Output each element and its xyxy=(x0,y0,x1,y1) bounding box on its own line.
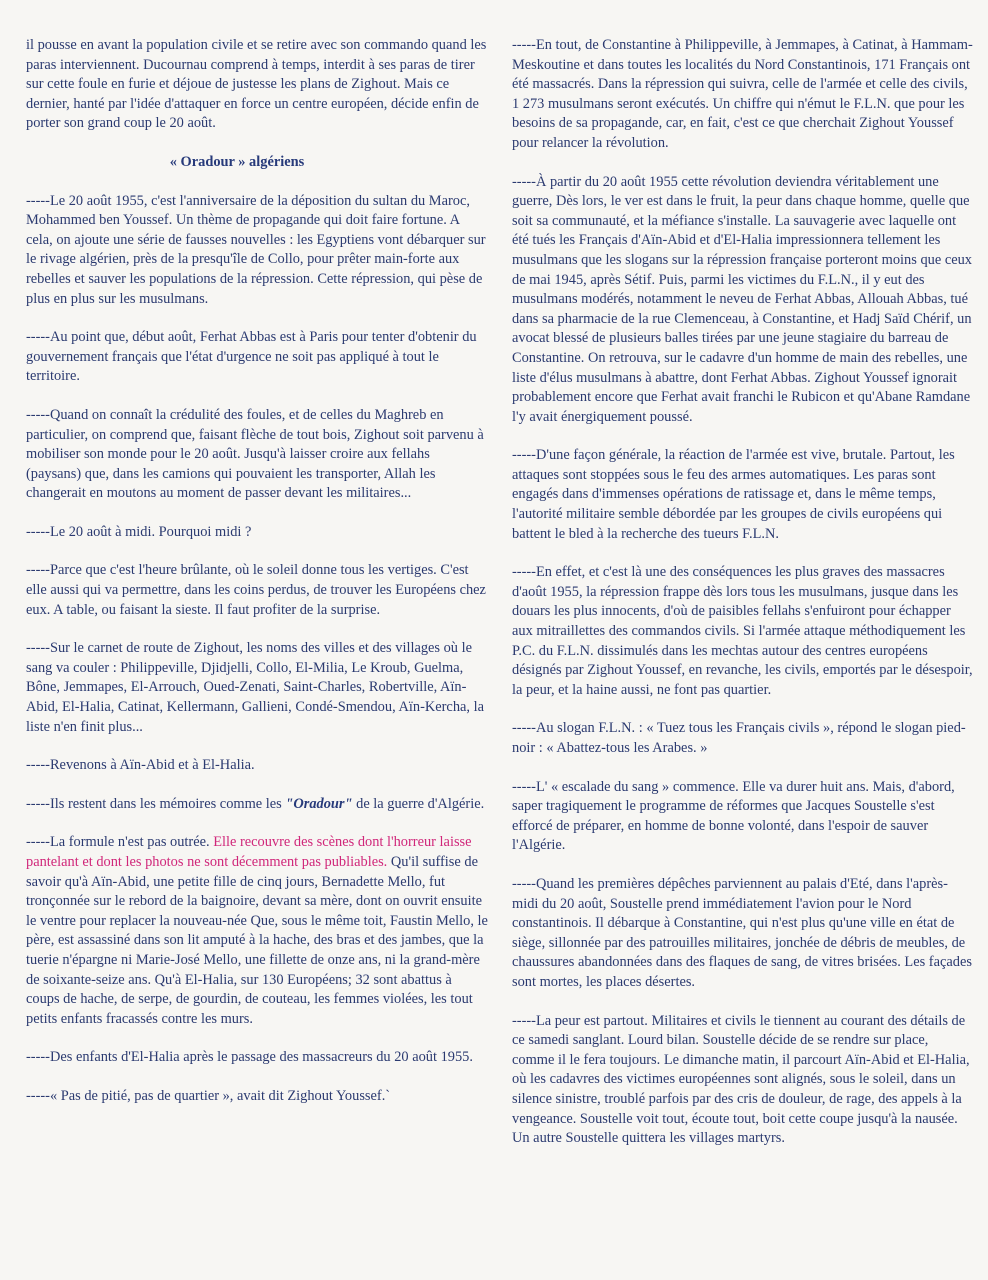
right-column xyxy=(512,36,974,1168)
paragraph: -----Quand les premières dépêches parviennent au palais d'Eté, dans l'après-midi du 20 août, Soustelle prend immédiatement l'avion pour le Nord constantinois. Il débarque à Constantine, qui n'est plus qu'une ville en état de siège, sillonnée par des patrouilles militaires, jonchée de débris de meubles, de chaussures abandonnées dans des flaques de sang, de vitres brisées. Les façades sont mortes, les places désertes. xyxy=(512,875,972,990)
left-column xyxy=(26,36,488,1126)
paragraph: -----Au point que, début août, Ferhat Abbas est à Paris pour tenter d'obtenir du gouvernement français que l'état d'urgence ne soit pas appliqué à tout le territoire. xyxy=(26,329,477,385)
photo-caption: -----Des enfants d'El-Halia après le passage des massacreurs du 20 août 1955. xyxy=(26,1049,473,1066)
paragraph: -----D'une façon générale, la réaction de l'armée est vive, brutale. Partout, les attaques sont stoppées sous le feu des armes automatiques. Les paras sont engagés dans d'immenses opérations de ratissage et, dans le même temps, l'autorité militaire semble débordée par les groupes de civils européens qui battent le bled à la recherche des tueurs F.L.N. xyxy=(512,447,955,542)
paragraph: -----Revenons à Aïn-Abid et à El-Halia. xyxy=(26,757,255,774)
section-heading: « Oradour » algériens xyxy=(169,153,305,170)
paragraph: -----Au slogan F.L.N. : « Tuez tous les Français civils », répond le slogan pied-noir : « Abattez-tous les Arabes. » xyxy=(512,720,966,756)
paragraph: -----Quand on connaît la crédulité des foules, et de celles du Maghreb en particulier, on comprend que, faisant flèche de tout bois, Zighout soit parvenu à mobiliser son monde pour le 20 août. Jusqu'à laisser croire aux fellahs (paysans) que, dans les camions qui pouvaient les transporter, Allah les changerait en moutons au moment de passer devant les militaires... xyxy=(26,406,484,502)
oradour-emphasis: "Oradour" xyxy=(285,795,353,812)
paragraph: -----En tout, de Constantine à Philippeville, à Jemmapes, à Catinat, à Hammam-Meskoutine et dans toutes les localités du Nord Constantinois, 171 Français ont été massacrés. Dans la répression qui suivra, celle de l'armée et celle des civils, 1 273 musulmans seront exécutés. Un chiffre qui n'émut le F.L.N. que pour les besoins de sa propagande, car, en fait, c'est ce que cherchait Zighout Youssef pour relancer la révolution. xyxy=(512,37,973,151)
paragraph: -----Le 20 août à midi. Pourquoi midi ? xyxy=(26,523,252,540)
text-run: -----La formule n'est pas outrée. xyxy=(26,834,214,851)
paragraph: -----L' « escalade du sang » commence. Elle va durer huit ans. Mais, d'abord, saper tragiquement le programme de réformes que Jacques Soustelle s'est efforcé de préparer, en homme de bonne volonté, dans l'espoir de sauver l'Algérie. xyxy=(512,778,955,854)
paragraph: -----« Pas de pitié, pas de quartier », avait dit Zighout Youssef.` xyxy=(26,1087,391,1104)
paragraph: -----En effet, et c'est là une des conséquences les plus graves des massacres d'août 1955, la répression frappe dès lors tous les musulmans, jusque dans les douars les plus innocents, d'où de paisibles fellahs s'enfuiront pour échapper aux mitraillettes des commandos civils. Si l'armée attaque méthodiquement les P.C. du F.L.N. dissimulés dans les mechtas autour des centres européens désignés par Zighout Youssef, en revanche, les civils, emportés par le désespoir, la peur, et la haine aussi, ne font pas quartier. xyxy=(512,564,973,698)
text-run: de la guerre d'Algérie. xyxy=(352,795,485,812)
paragraph: -----Parce que c'est l'heure brûlante, où le soleil donne tous les vertiges. C'est elle aussi qui va permettre, dans les coins perdus, de trouver les Européens chez eux. A table, ou faisant la sieste. Il faut profiter de la surprise. xyxy=(26,562,486,618)
paragraph-oradour xyxy=(26,795,488,815)
paragraph: -----Le 20 août 1955, c'est l'anniversaire de la déposition du sultan du Maroc, Mohammed ben Youssef. Un thème de propagande qui doit faire fortune. A cela, on ajoute une série de fausses nouvelles : les Egyptiens vont débarquer sur le rivage algérien, près de la presqu'île de Collo, pour prêter main-forte aux rebelles et sauver les populations de la répression. Cette répression, qui pèse de plus en plus sur les musulmans. xyxy=(26,192,486,307)
paragraph: -----La peur est partout. Militaires et civils le tiennent au courant des détails de ce samedi sanglant. Lourd bilan. Soustelle décide de se rendre sur place, comme il le fera toujours. Le dimanche matin, il parcourt Aïn-Abid et El-Halia, où les cadavres des victimes européennes sont alignés, sous le soleil, dans un silence sinistre, troublé parfois par des cris de douleur, de rage, des appels à la vengeance. Soustelle voit tout, écoute tout, boit cette coupe jusqu'à la nausée. Un autre Soustelle quittera les villages martyrs. xyxy=(512,1012,970,1147)
paragraph: -----Sur le carnet de route de Zighout, les noms des villes et des villages où le sang va couler : Philippeville, Djidjelli, Collo, El-Milia, Le Kroub, Guelma, Bône, Jemmapes, El-Arrouch, Oued-Zenati, Saint-Charles, Robertville, Aïn-Abid, El-Halia, Catinat, Kellermann, Gallieni, Condé-Smendou, Aïn-Kercha, la liste n'en finit plus... xyxy=(26,640,484,735)
text-run: -----Ils restent dans les mémoires comme les xyxy=(26,795,286,812)
paragraph-highlighted xyxy=(26,833,488,1029)
intro-paragraph: il pousse en avant la population civile et se retire avec son commando quand les paras interviennent. Ducournau comprend à temps, interdit à ses paras de tirer sur cette foule en furie et déjoue de justesse les plans de Zighout. Mais ce dernier, hanté par l'idée d'attaquer en force un centre européen, décide enfin de porter son grand coup le 20 août. xyxy=(26,37,487,132)
paragraph: -----À partir du 20 août 1955 cette révolution deviendra véritablement une guerre, Dès lors, le ver est dans le fruit, la peur dans chaque homme, quelle que soit sa communauté, et la méfiance s'installe. La sauvagerie avec laquelle ont été tués les Français d'Aïn-Abid et d'El-Halia impressionnera tellement les musulmans que les slogans sur la répression française porteront moins que ceux de mai 1945, après Sétif. Puis, parmi les victimes du F.L.N., il y eut des musulmans modérés, notamment le neveu de Ferhat Abbas, Allouah Abbas, tué dans sa pharmacie de la rue Clemenceau, à Constantine, et Hadj Saïd Chérif, un avocat blessé de plusieurs balles tirées par une jeune stagiaire du barreau de Constantine. On retrouva, sur le cadavre d'un homme de main des rebelles, une liste d'élus musulmans à abattre, dont Ferhat Abbas. Zighout Youssef ignorait probablement encore que Ferhat avait franchi le Rubicon et qu'Abane Ramdane l'y avait énergiquement poussé. xyxy=(512,173,972,425)
text-run: Qu'il suffise de savoir qu'à Aïn-Abid, une petite fille de cinq jours, Bernadette Mello, fut tronçonnée sur le rebord de la baignoire, devant sa mère, dont on ouvrit ensuite le ventre pour replacer la nouveau-née Que, sous le même toit, Faustin Mello, le père, est assassiné dans son lit amputé à la hache, des bras et des jambes, que la tuerie n'épargne ni Marie-José Mello, une fillette de onze ans, ni la grand-mère de soixante-seize ans. Qu'à El-Halia, sur 130 Européens; 32 sont abattus à coups de hache, de serpe, de gourdin, de couteau, les femmes violées, les tout petits enfants fracassés contre les murs. xyxy=(26,854,488,1027)
highlighted-text: Elle recouvre des scènes dont l'horreur laisse pantelant et dont les photos ne sont décemment pas publiables. xyxy=(26,834,472,870)
